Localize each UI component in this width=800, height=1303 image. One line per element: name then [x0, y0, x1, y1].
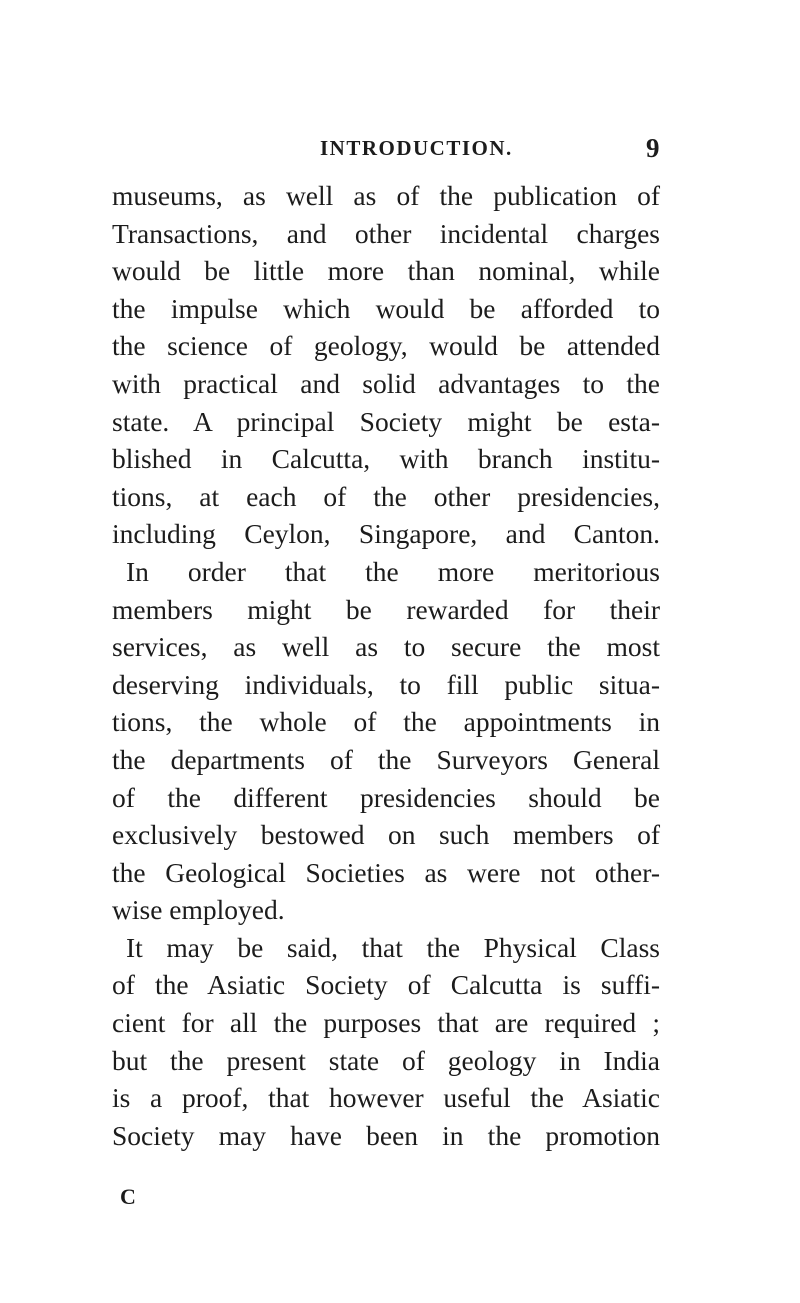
paragraph-start-line: In order that the more meritorious: [126, 555, 660, 587]
text-line: Transactions, and other incidental charges: [112, 217, 660, 249]
running-head: [0, 128, 800, 168]
text-line: museums, as well as of the publication of: [112, 180, 660, 211]
text-line: tions, the whole of the appointments in: [112, 706, 660, 738]
page-number: 9: [646, 133, 660, 163]
text-line: Society may have been in the promotion: [112, 1119, 660, 1151]
text-line: of the Asiatic Society of Calcutta is suffi-: [112, 969, 660, 1001]
body-text: [112, 177, 660, 1154]
signature-mark: C: [120, 1184, 136, 1209]
text-line: the science of geology, would be attended: [112, 330, 660, 362]
text-line: services, as well as to secure the most: [112, 631, 660, 663]
text-line: cient for all the purposes that are required ;: [112, 1007, 660, 1039]
text-line: tions, at each of the other presidencies,: [112, 480, 660, 512]
text-line: state. A principal Society might be esta-: [112, 405, 660, 437]
text-line: the departments of the Surveyors General: [112, 743, 660, 775]
text-line: but the present state of geology in India: [112, 1044, 660, 1076]
paragraph-end-line: wise employed.: [112, 894, 285, 926]
running-title: INTRODUCTION.: [320, 136, 513, 160]
text-line: the Geological Societies as were not other-: [112, 856, 660, 888]
text-line: with practical and solid advantages to the: [112, 367, 660, 399]
text-line: blished in Calcutta, with branch institu-: [112, 443, 660, 475]
text-line: of the different presidencies should be: [112, 781, 660, 813]
text-line: including Ceylon, Singapore, and Canton.: [112, 518, 660, 550]
paragraph-start-line: It may be said, that the Physical Class: [126, 931, 660, 963]
text-line: members might be rewarded for their: [112, 593, 660, 625]
text-line: exclusively bestowed on such members of: [112, 819, 660, 851]
text-line: deserving individuals, to fill public situa-: [112, 668, 660, 700]
text-line: would be little more than nominal, while: [112, 255, 660, 287]
text-line: is a proof, that however useful the Asiatic: [112, 1082, 660, 1114]
text-line: the impulse which would be afforded to: [112, 292, 660, 324]
